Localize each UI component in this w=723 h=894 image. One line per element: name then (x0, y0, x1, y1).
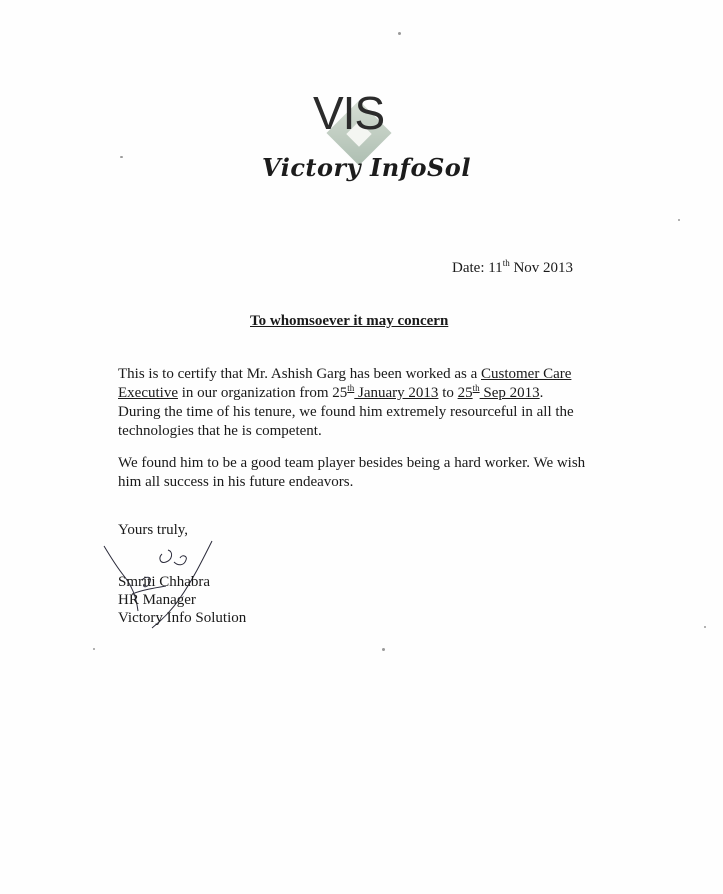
date-suffix: th (502, 258, 510, 268)
end-date: Sep 2013 (479, 385, 540, 401)
scan-speck (93, 648, 95, 650)
scan-speck (120, 156, 123, 158)
scan-speck (678, 219, 680, 221)
signatory-name: Smriti Chhabra (118, 574, 211, 590)
scan-speck (382, 648, 385, 651)
scan-speck (704, 626, 706, 628)
p1-text-3: to (438, 385, 458, 401)
p1-text-4: . During the time of his tenure, we found him extremely resourceful in all the technologies that he is competent. (118, 385, 574, 439)
p1-sup-1: th (347, 383, 355, 393)
signatory-block (118, 573, 246, 627)
p1-sup-2: th (472, 383, 480, 393)
logo-abbreviation: VIS (313, 87, 385, 139)
signatory-title: HR Manager (118, 592, 196, 608)
recommendation-paragraph: We found him to be a good team player besides being a hard worker. We wish him all success in his future endeavors. (118, 455, 586, 490)
start-date: January 2013 (354, 385, 439, 401)
date-label: Date: 11 (452, 260, 503, 276)
date-rest: Nov 2013 (509, 260, 574, 276)
date-line (452, 260, 573, 277)
certificate-paragraph (118, 365, 588, 441)
scan-speck (398, 32, 401, 35)
p1-text-2: in our organization from 25 (177, 385, 348, 401)
signatory-company: Victory Info Solution (118, 610, 247, 626)
end-day: 25 (457, 385, 473, 401)
p1-text-1: This is to certify that Mr. Ashish Garg has been worked as a (118, 366, 481, 382)
logo-company-name: Victory InfoSol (262, 153, 471, 182)
subject-heading: To whomsoever it may concern (250, 313, 449, 329)
job-role: Customer Care Executive (118, 366, 572, 401)
closing-line: Yours truly, (118, 522, 189, 538)
